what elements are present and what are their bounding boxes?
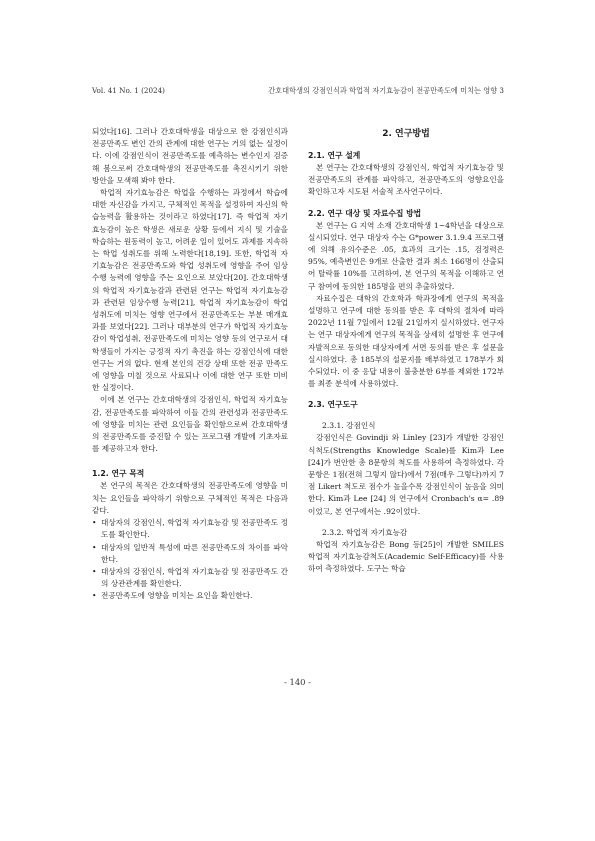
list-item: • 대상자의 일반적 특성에 따른 전공만족도의 차이를 파악한다. (92, 542, 288, 564)
paragraph: 학업적 자기효능감은 Bong 등[25]이 개발한 SMILES 학업적 자기효능감척도(Academic Self-Efficacy)를 사용하여 측정하였다. 도구는 학습 (308, 539, 504, 574)
list-item: • 전공만족도에 영향을 미치는 요인을 확인한다. (92, 590, 288, 602)
running-title: 간호대학생의 강점인식과 학업적 자기효능감이 전공만족도에 미치는 영향 3 (268, 86, 504, 95)
right-column (308, 126, 504, 575)
list-item: • 대상자의 강점인식, 학업적 자기효능감 및 전공만족도 정도를 확인한다. (92, 518, 288, 540)
journal-volume: Vol. 41 No. 1 (2024) (92, 86, 165, 95)
subsection-heading-subjects: 2.2. 연구 대상 및 자료수집 방법 (308, 208, 422, 218)
paragraph: 강점인식은 Govindji 와 Linley [23]가 개발한 강점인식척도(Strengths Knowledge Scale)를 Kim과 Lee [24]가 번안한 총 8문항의 척도를 사용하여 측정하였다. 각 문항은 1점(전혀 그렇지 않다)에서 7점(매우 그렇다)까지 7점 Likert 척도로 점수가 높을수록 강점인식이 높음을 의미한다. Kim과 Lee [24] 의 연구에서 Cronbach's α= .89이었고, 본 연구에서는 .92이었다. (308, 433, 504, 516)
subsection-heading-tools: 2.3. 연구도구 (308, 400, 358, 410)
list-item: • 대상자의 강점인식, 학업적 자기효능감 및 전공만족도 간의 상관관계를 확인한다. (92, 566, 288, 589)
paragraph: 되었다[16]. 그러나 간호대학생을 대상으로 한 강점인식과 전공만족도 변인 간의 관계에 대한 연구는 거의 없는 실정이다. 이에 강점인식이 전공만족도를 예측하는 변수인지 검증해 봄으로써 간호대학생의 전공만족도를 촉진시키기 위한 방안을 모색해 봐야 한다. (92, 127, 288, 185)
paragraph: 이에 본 연구는 간호대학생의 강점인식, 학업적 자기효능감, 전공만족도를 파악하여 이들 간의 관련성과 전공만족도에 영향을 미치는 관련 요인들을 확인함으로써 간호대학생의 전공만족도를 증진할 수 있는 프로그램 개발에 기초자료를 제공하고자 한다. (92, 395, 288, 454)
subsubsection-heading-strength: 2.3.1. 강점인식 (322, 421, 376, 431)
bullet-icon: • (92, 591, 97, 601)
section-heading-methods: 2. 연구방법 (382, 129, 430, 139)
paragraph: 본 연구는 간호대학생의 강점인식, 학업적 자기효능감 및 전공만족도의 관계를 파악하고, 전공만족도의 영향요인을 확인하고자 시도된 서술적 조사연구이다. (308, 163, 504, 197)
section-heading-purpose: 1.2. 연구 목적 (92, 469, 145, 479)
paragraph: 본 연구의 목적은 간호대학생의 전공만족도에 영향을 미치는 요인들을 파악하기 위함으로 구체적인 목적은 다음과 같다. (92, 481, 288, 515)
bullet-icon: • (92, 566, 97, 576)
subsubsection-heading-efficacy: 2.3.2. 학업적 자기효능감 (322, 527, 408, 537)
paragraph: 본 연구는 G 지역 소재 간호대학생 1~4학년을 대상으로 실시되었다. 연구 대상자 수는 G*power 3.1.9.4 프로그램에 의해 유의수준은 .05, 효과의 크기는 .15, 검정력은 95%, 예측변인은 9개로 산출한 결과 최소 166명이 산출되어 탈락률 10%를 고려하여, 본 연구의 목적을 이해하고 연구 참여에 동의한 185명을 편의 추출하였다. (308, 220, 504, 291)
objectives-list (92, 517, 288, 602)
running-header (92, 86, 504, 98)
page-number: - 140 - (284, 677, 311, 687)
bullet-icon: • (92, 518, 97, 528)
subsection-heading-design: 2.1. 연구 설계 (308, 151, 361, 160)
left-column (92, 126, 288, 603)
bullet-icon: • (92, 542, 97, 552)
paragraph: 자료수집은 대학의 간호학과 학과장에게 연구의 목적을 설명하고 연구에 대한 동의를 받은 후 대학의 절차에 따라 2022년 11월 7일에서 12월 21일까지 실시하였다. 연구자는 연구 대상자에게 연구의 목적을 상세히 설명한 후 연구에 자발적으로 동의한 대상자에게 서면 동의를 받은 후 설문을 실시하였다. 총 185부의 설문지를 배부하였고 178부가 회수되었다. 이 중 응답 내용이 불충분한 6부를 제외한 172부를 최종 분석에 사용하였다. (308, 293, 504, 389)
paragraph: 학업적 자기효능감은 학업을 수행하는 과정에서 학습에 대한 자신감을 가지고, 구체적인 목적을 설정하여 자신의 학습능력을 활용하는 것이라고 하였다[17]. 즉 학업적 자기 효능감이 높은 학생은 새로운 상황 등에서 지식 및 기술을 학습하는 원동력이 높고, 어려운 일이 있어도 과제를 지속하는 학업 성취도를 위해 노력한다[18,19]. 또한, 학업적 자기효능감은 전공만족도와 학업 성취도에 영향을 주어 임상수행 능력에 영향을 주는 요인으로 보았다[20]. 간호대학생의 학업적 자기효능감과 관련된 연구는 학업적 자기효능감과 관련된 임상수행 능력[21], 학업적 자기효능감이 학업 성취도에 미치는 영향 연구에서 전공만족도는 부분 매개효과를 보였다[22]. 그러나 대부분의 연구가 학업적 자기효능감이 학업성취, 전공만족도에 미치는 영향 등의 연구로서 대학생들이 가지는 긍정적 자기 촉진을 하는 강점인식에 대한 연구는 거의 없다. 현재 본인의 건강 상태 또한 전공 만족도에 영향을 미칠 것으로 사료되나 이에 대한 연구 또한 미비한 실정이다. (92, 188, 288, 393)
